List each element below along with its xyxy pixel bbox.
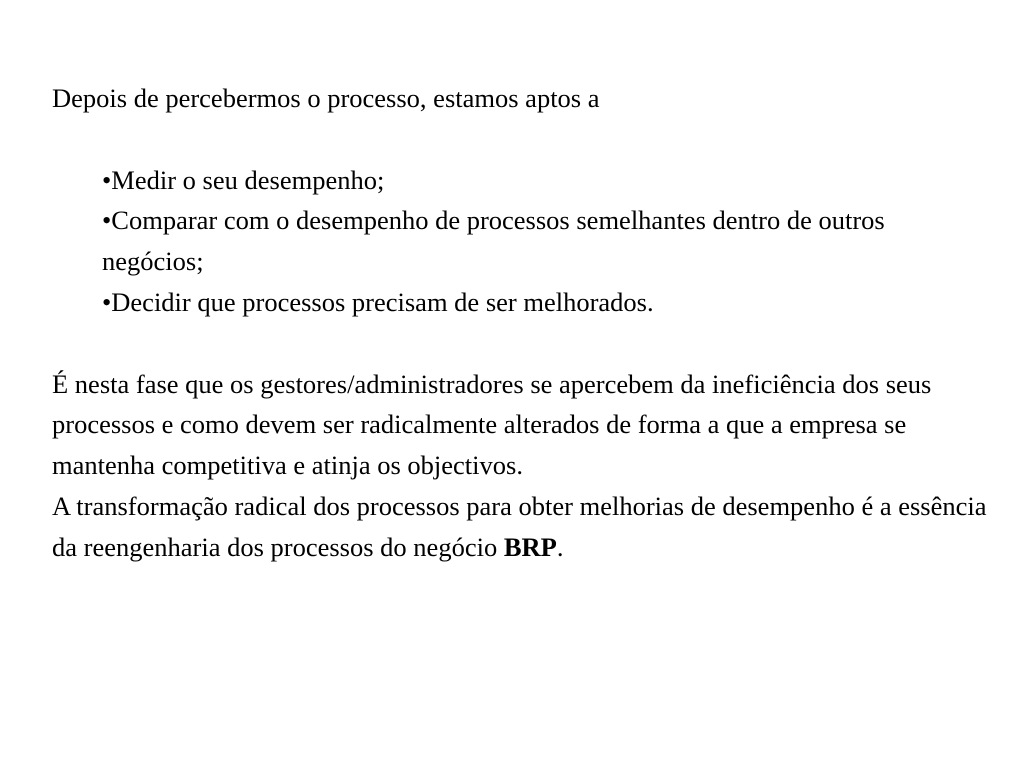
intro-text: Depois de percebermos o processo, estamos aptos a (52, 83, 600, 113)
transformation-text: A transformação radical dos processos para obter melhorias de desempenho é a essência da reengenharia dos processos do negócio (52, 490, 987, 562)
bullet-item-compare: •Comparar com o desempenho de processos semelhantes dentro de outros negócios; (102, 205, 885, 277)
slide-content (52, 78, 992, 568)
bullet-list (52, 160, 992, 323)
spacer (52, 119, 992, 160)
bullet-item-measure: •Medir o seu desempenho; (102, 164, 385, 195)
bullet-item-decide: •Decidir que processos precisam de ser melhorados. (102, 286, 654, 317)
paragraph-phase: É nesta fase que os gestores/administradores se apercebem da ineficiência dos seus processos e como devem ser radicalmente alterados de forma a que a empresa se mantenha competitiva e atinja os objectivos. (52, 368, 932, 481)
paragraph-transformation (52, 486, 992, 568)
acronym-period: . (556, 531, 564, 562)
spacer (52, 323, 992, 364)
acronym-brp: BRP (503, 531, 557, 562)
